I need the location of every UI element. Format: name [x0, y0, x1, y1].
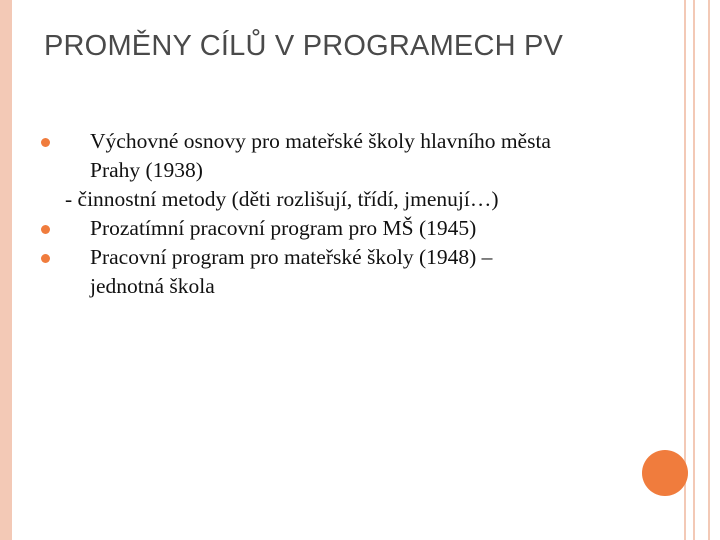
- list-item-text: Prahy (1938): [90, 158, 203, 182]
- list-item: [40, 127, 640, 185]
- right-border-line: [693, 0, 695, 540]
- list-item-text: Výchovné osnovy pro mateřské školy hlavního města: [90, 129, 551, 153]
- decorative-circle-icon: [642, 450, 688, 496]
- list-item-text: Prozatímní pracovní program pro MŠ (1945): [90, 216, 477, 240]
- bullet-icon: [41, 138, 50, 147]
- list-item: [40, 243, 640, 301]
- list-item-text: Pracovní program pro mateřské školy (1948) –: [90, 245, 493, 269]
- list-item-text: jednotná škola: [90, 274, 215, 298]
- list-item-sub: [40, 185, 640, 214]
- right-border-line: [684, 0, 686, 540]
- list-item: [40, 214, 640, 243]
- left-border-decoration: [0, 0, 12, 540]
- bullet-list: [40, 127, 640, 301]
- right-border-line: [708, 0, 710, 540]
- bullet-icon: [41, 225, 50, 234]
- slide-title: PROMĚNY CÍLŮ V PROGRAMECH PV: [44, 30, 564, 62]
- bullet-icon: [41, 254, 50, 263]
- list-item-text: - činnostní metody (děti rozlišují, třídí, jmenují…): [65, 187, 499, 211]
